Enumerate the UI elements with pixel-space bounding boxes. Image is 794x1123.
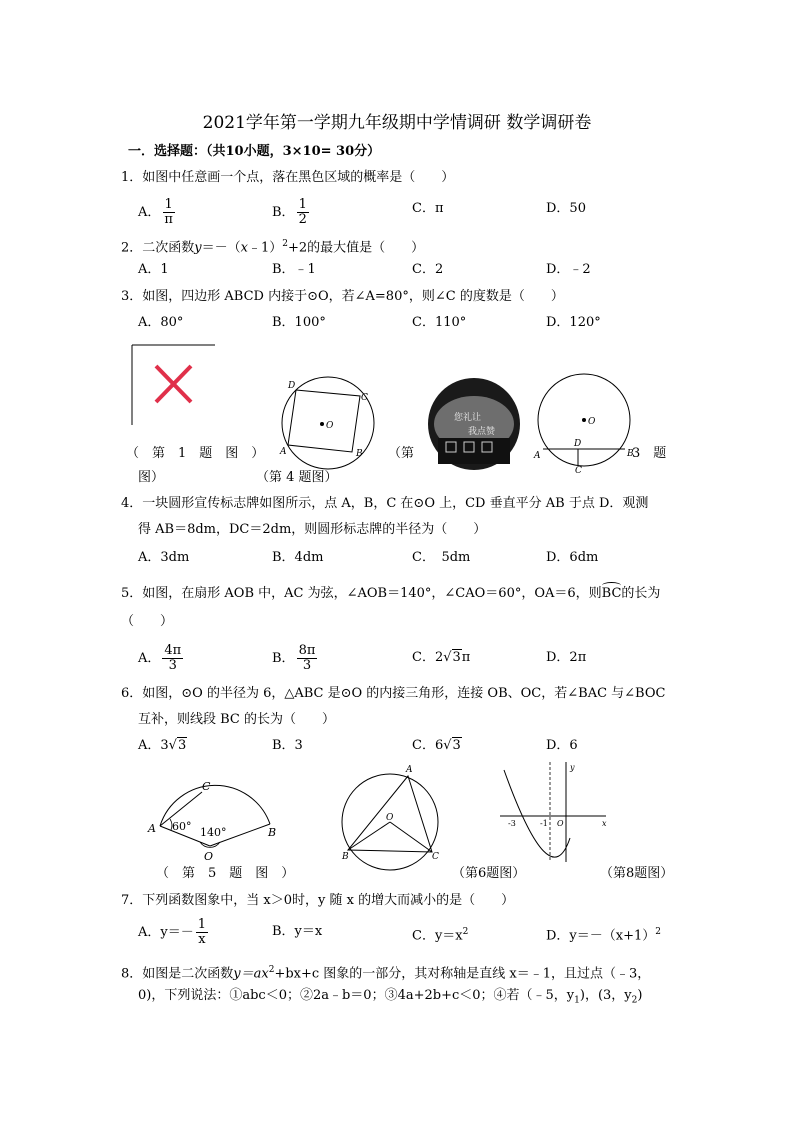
q1-option-d: D．50 [546,201,586,216]
q3-label-d: D [574,439,582,449]
q6-label-c: C [432,852,439,862]
q2-option-c: C．2 [412,262,444,277]
fig8-caption: （第8题图） [600,866,674,881]
fig3-caption-start: （第 [388,446,415,461]
fig5-caption: （ 第 5 题 图 ） [156,866,295,881]
q2-option-d: D．﹣2 [546,262,591,277]
q3-label-o: O [588,417,596,427]
q5-angle-60: 60° [172,820,192,833]
q7-option-c: C．$y=x^2$ [412,927,469,944]
q6-label-o: O [386,813,394,823]
q8-label-x: x [602,819,607,828]
fig1-caption: （ 第 1 题 图 ） [126,446,265,461]
q4-label-d: D [288,381,296,391]
q5-angle-140: 140° [200,826,227,839]
q8-stem-line2: 0)，下列说法：①abc＜0；②2a﹣b＝0；③4a+2b+c＜0；④若（﹣5，$y_1$)，(3，$y_2$) [138,988,643,1006]
q8-label-y: y [570,763,575,772]
q4-option-a: A．3dm [138,550,190,565]
q8-stem-line1: 8．如图是二次函数$y=ax^2+bx+c$ 图象的一部分，其对称轴是直线 x＝﹣1，且过点（﹣3， [121,965,651,982]
q4-option-c: C． 5dm [412,550,471,565]
q5-option-a: A． $\frac{4\pi}{3}$ [138,643,182,673]
badge-text-2: 我点赞 [468,427,496,437]
q7-option-d: D．$y=-(x+1)^2$ [546,927,661,944]
q7-stem: 7．下列函数图象中，当 x＞0时，y 随 x 的增大而减小的是（ ） [121,893,515,908]
q3-option-c: C．110° [412,315,467,330]
q5-option-b: B． $\frac{8\pi}{3}$ [272,643,316,673]
q1-option-a: A． $\frac{1}{\pi}$ [138,197,173,227]
q5-label-a: A [148,822,156,835]
q6-figure [341,765,439,870]
q4-figure [279,377,374,469]
q6-option-d: D．6 [546,738,578,753]
figure-row-2 [120,758,640,868]
q4-option-d: D．6dm [546,550,599,565]
q4-label-a: A [280,447,287,457]
q8-label-m3: -3 [508,819,516,828]
q6-label-a: A [406,765,413,775]
q3-option-d: D．120° [546,315,601,330]
q3-figure [533,374,634,476]
q3-label-c: C [575,466,582,476]
q7-option-b: B．y＝x [272,924,323,939]
fig1-caption-tail: 图） [138,470,165,485]
q8-label-o: O [557,819,564,828]
q4-stem-line1: 4．一块圆形宣传标志牌如图所示，点 A，B，C 在⊙O 上，CD 垂直平分 AB 于点 D．观测 [121,496,649,511]
q1-option-c: C．π [412,201,444,216]
q5-label-o: O [204,850,214,863]
q2-option-b: B．﹣1 [272,262,316,277]
q3-stem: 3．如图，四边形 ABCD 内接于⊙O，若∠A=80°，则∠C 的度数是（ ） [121,289,564,304]
q4-label-b: B [356,449,363,459]
sign-badge-image [428,378,520,470]
q4-stem-line2: 得 AB＝8dm，DC＝2dm，则圆形标志牌的半径为（ ） [138,522,487,537]
q6-option-c: C．6√3 [412,738,461,753]
q5-option-c: C．2√3π [412,650,471,665]
q8-label-m1: -1 [540,819,548,828]
page-title: 2021学年第一学期九年级期中学情调研 数学调研卷 [202,113,592,133]
q8-figure [500,762,607,862]
q1-figure-broken-image [132,345,215,425]
q7-option-a: A．y＝－ $\frac{1}{x}$ [138,917,207,947]
q6-label-b: B [342,852,349,862]
q5-stem-line1: 5．如图，在扇形 AOB 中，AC 为弦，∠AOB＝140°，∠CAO＝60°，OA＝6，则BC的长为 [121,586,661,601]
q4-label-o: O [326,421,334,431]
fig6-caption: （第6题图） [452,866,526,881]
q5-label-c: C [202,780,211,793]
q1-option-b: B． $\frac{1}{2}$ [272,197,307,227]
fig4-caption: （第 4 题图） [256,470,338,485]
q4-option-b: B．4dm [272,550,324,565]
q5-arc-bc: BC [601,586,622,601]
q4-label-c: C [361,393,368,403]
q5-option-d: D．2π [546,650,587,665]
q3-label-a: A [534,451,541,461]
q6-stem-line1: 6．如图，⊙O 的半径为 6，△ABC 是⊙O 的内接三角形，连接 OB、OC，若∠BAC 与∠BOC [121,686,666,701]
q5-label-b: B [268,826,277,839]
q3-option-b: B．100° [272,315,326,330]
q3-option-a: A．80° [138,315,184,330]
q5-stem-line2: （ ） [121,614,174,629]
q6-stem-line2: 互补，则线段 BC 的长为（ ） [138,712,336,727]
badge-text-1: 您礼让 [454,413,482,423]
q2-option-a: A．1 [138,262,169,277]
fig3-caption-end: 3 题 [632,446,667,461]
q5-figure [147,780,276,863]
q6-option-a: A．3√3 [138,738,187,753]
q1-stem: 1．如图中任意画一个点，落在黑色区域的概率是（ ） [121,170,455,185]
section-heading: 一．选择题：（共10小题，3×10= 30分） [128,144,381,159]
q3-label-b: B [627,449,634,459]
q2-stem: 2．二次函数y＝－（x﹣1）$^2$+2的最大值是（ ） [121,239,425,256]
q6-option-b: B．3 [272,738,303,753]
